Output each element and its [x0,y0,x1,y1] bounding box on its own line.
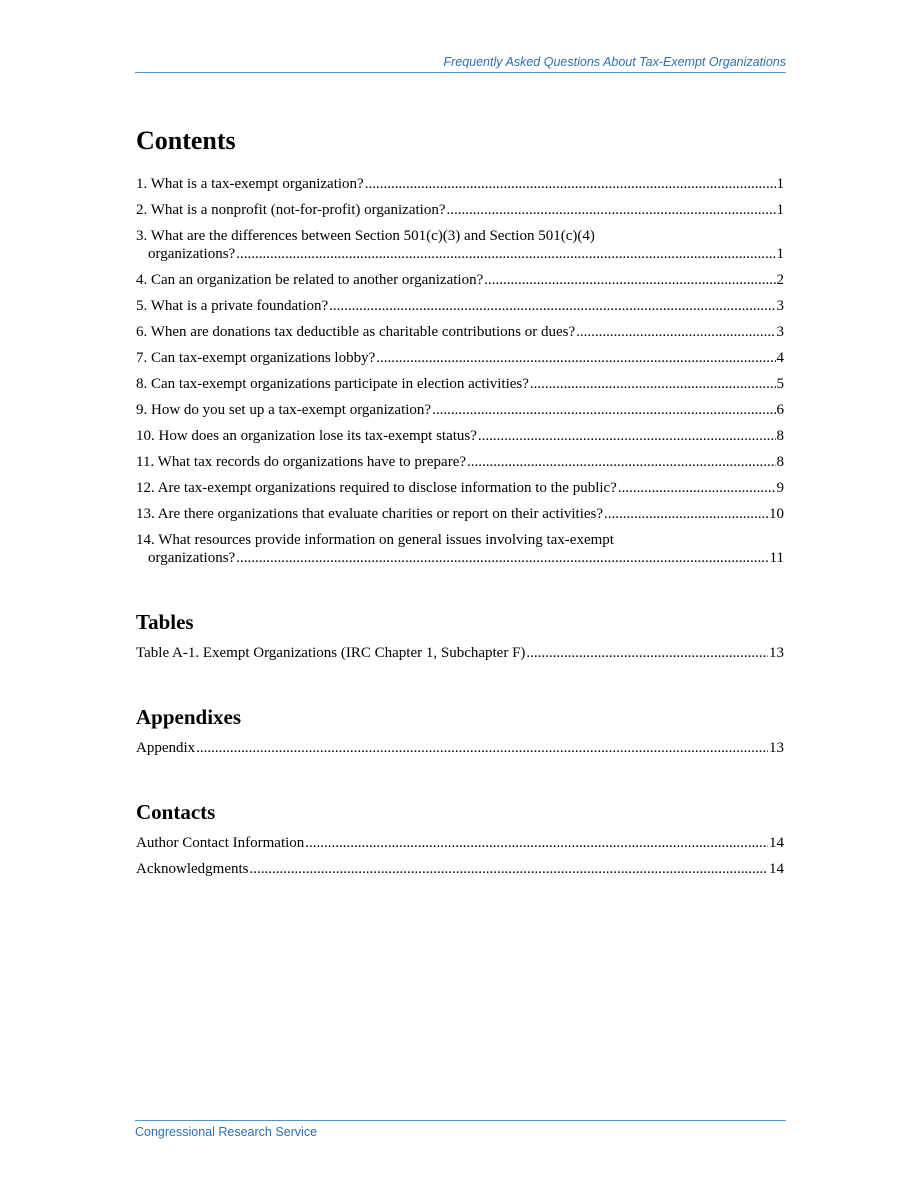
appendixes-heading: Appendixes [136,705,242,729]
document-title: Frequently Asked Questions About Tax-Exempt Organizations [443,55,786,69]
toc-entry[interactable] [136,739,784,757]
toc-entry-title: 5. What is a private foundation? [136,298,329,314]
toc-entry[interactable] [136,860,784,878]
toc-entry[interactable] [136,479,784,497]
toc-entry-title: 4. Can an organization be related to another organization? [136,272,484,288]
toc-entry-page: 5 [776,376,784,392]
toc-entry-title: 9. How do you set up a tax-exempt organization? [136,402,432,418]
toc-entry-title: 13. Are there organizations that evaluate charities or report on their activities? [136,506,604,522]
toc-entry[interactable] [136,349,784,367]
toc-entry-page: 2 [776,272,784,288]
toc-entry-title: 14. What resources provide information on general issues involving tax-exempt [136,532,614,548]
toc-entry[interactable] [136,644,784,662]
toc-entry-page: 8 [776,428,784,444]
table-of-contents [136,124,784,886]
toc-entry-title: Appendix [136,740,196,756]
toc-entry-page: 1 [776,202,784,218]
tables-heading: Tables [136,610,194,634]
toc-entry[interactable] [136,427,784,445]
toc-entry[interactable] [136,453,784,471]
toc-entry[interactable] [136,297,784,315]
toc-entry-title: 1. What is a tax-exempt organization? [136,176,364,192]
toc-entry-page: 3 [776,324,784,340]
page-header [135,53,786,73]
appendixes-section [136,704,784,757]
toc-entry[interactable] [136,323,784,341]
toc-entry-title: 8. Can tax-exempt organizations participate in election activities? [136,376,529,392]
toc-entry-page: 13 [769,740,784,756]
contacts-heading: Contacts [136,800,216,824]
toc-entry-page: 6 [776,402,784,418]
page-footer [135,1120,786,1141]
toc-entry[interactable] [136,271,784,289]
toc-entry[interactable] [136,505,784,523]
contacts-section [136,799,784,878]
toc-entry[interactable] [136,375,784,393]
toc-entry[interactable] [136,175,784,193]
toc-entry-title-continued: organizations? [148,550,236,566]
toc-entry-title: Acknowledgments [136,861,249,877]
toc-entry-title: 2. What is a nonprofit (not-for-profit) organization? [136,202,446,218]
toc-entry[interactable] [136,834,784,852]
toc-entry-page: 9 [776,480,784,496]
toc-entry-page: 3 [776,298,784,314]
toc-entry-title: Table A-1. Exempt Organizations (IRC Chapter 1, Subchapter F) [136,645,526,661]
toc-entry-title-continued: organizations? [148,246,236,262]
toc-entry[interactable] [136,531,784,567]
toc-entry-page: 10 [769,506,784,522]
toc-entry-page: 1 [776,176,784,192]
tables-section [136,609,784,662]
toc-entry-title: 10. How does an organization lose its tax-exempt status? [136,428,477,444]
toc-entry-page: 11 [769,550,784,566]
toc-entry[interactable] [136,201,784,219]
toc-entry-page: 1 [776,246,784,262]
toc-entry-page: 14 [769,861,784,877]
toc-entry-title: 6. When are donations tax deductible as charitable contributions or dues? [136,324,576,340]
footer-publisher: Congressional Research Service [135,1125,318,1139]
toc-entry[interactable] [136,401,784,419]
toc-entry-title: 12. Are tax-exempt organizations required to disclose information to the public? [136,480,617,496]
toc-entry-page: 8 [776,454,784,470]
contents-list [136,175,784,567]
toc-entry-page: 4 [776,350,784,366]
contents-heading: Contents [136,126,236,155]
toc-entry-title: Author Contact Information [136,835,305,851]
toc-entry-title: 11. What tax records do organizations have to prepare? [136,454,467,470]
toc-entry-title: 7. Can tax-exempt organizations lobby? [136,350,376,366]
toc-entry-page: 13 [769,645,784,661]
toc-entry-page: 14 [769,835,784,851]
toc-entry[interactable] [136,227,784,263]
toc-entry-title: 3. What are the differences between Section 501(c)(3) and Section 501(c)(4) [136,228,595,244]
